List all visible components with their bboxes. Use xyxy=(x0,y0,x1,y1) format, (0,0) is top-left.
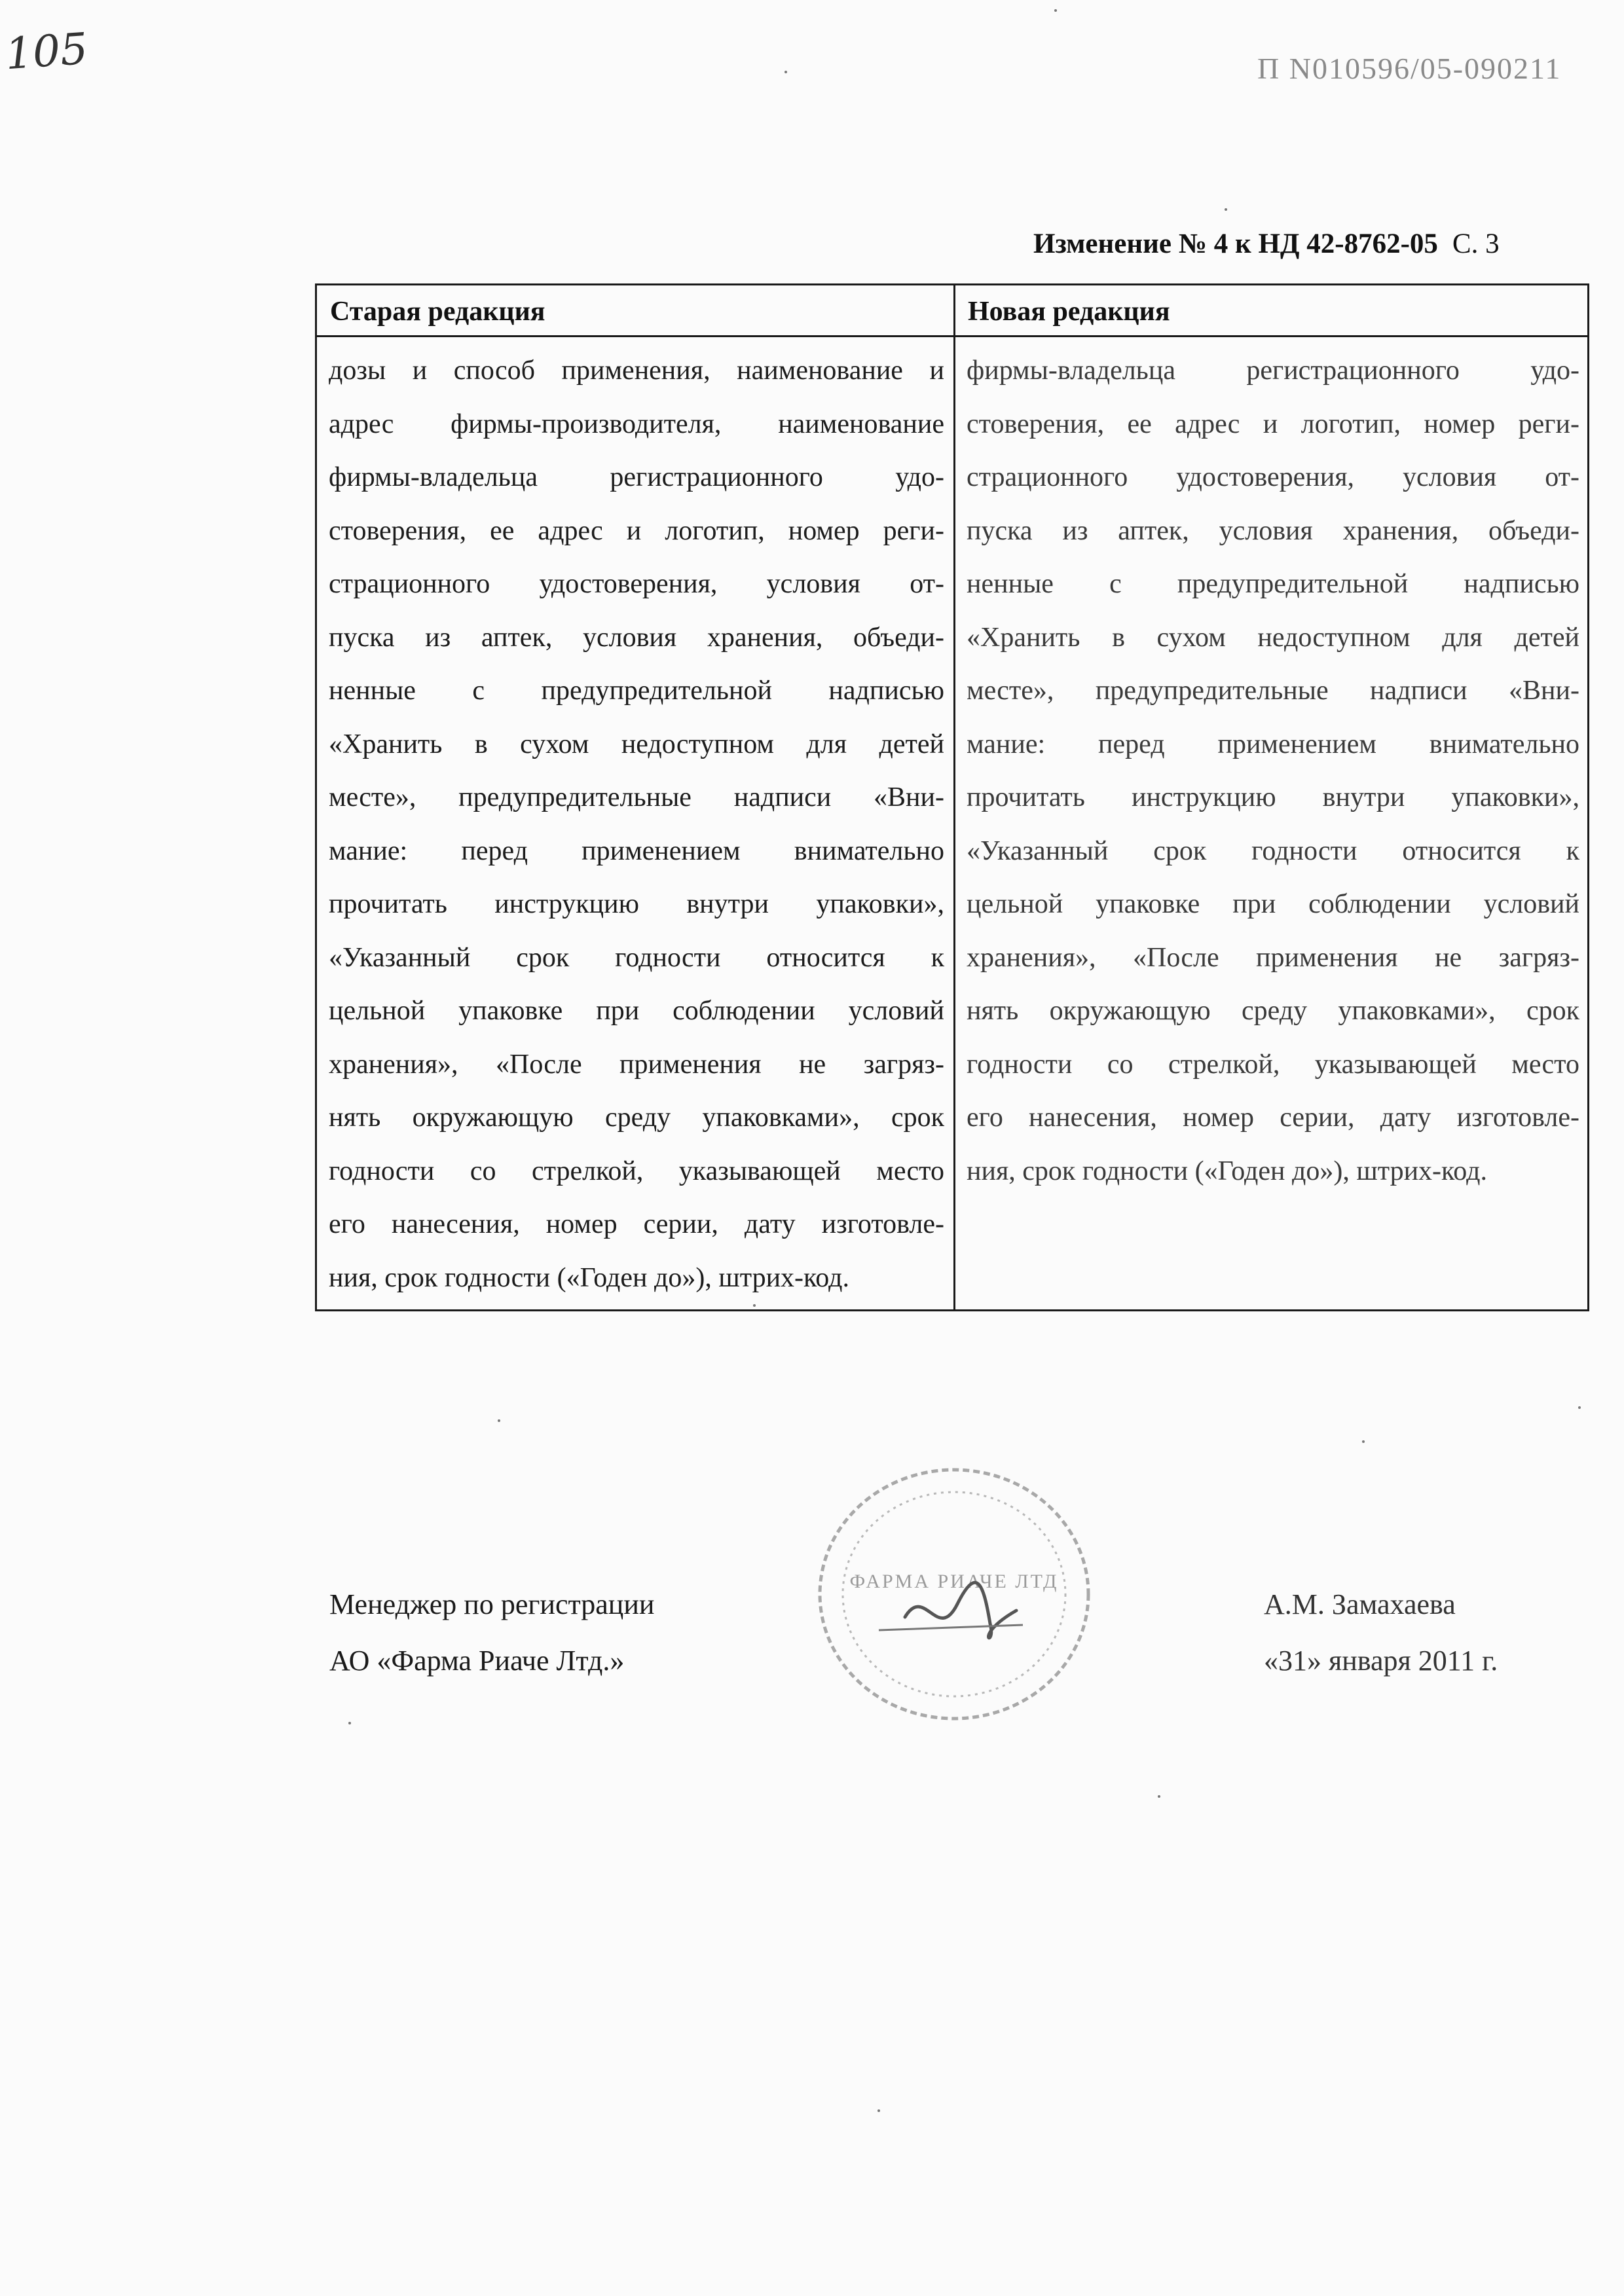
text-line: «Указанный срок годности относится к xyxy=(329,942,944,973)
signature-date: «31» января 2011 г. xyxy=(1264,1645,1498,1677)
text-line: годности со стрелкой, указывающей место xyxy=(967,1049,1579,1080)
signatory-name: А.М. Замахаева xyxy=(1264,1588,1456,1620)
scan-speck xyxy=(784,71,787,73)
handwritten-page-note: 105 xyxy=(3,23,90,80)
text-line: «Хранить в сухом недоступном для детей xyxy=(967,622,1579,653)
new-edition-header: Новая редакция xyxy=(968,297,1170,327)
scan-speck xyxy=(1158,1795,1160,1798)
company-stamp xyxy=(807,1453,1101,1735)
text-line: хранения», «После применения не загряз- xyxy=(329,1049,944,1080)
signatory-company: АО «Фарма Риаче Лтд.» xyxy=(329,1645,625,1677)
text-line: годности со стрелкой, указывающей место xyxy=(329,1156,944,1186)
text-line: адрес фирмы-производителя, наименование xyxy=(329,409,944,439)
text-line: месте», предупредительные надписи «Вни- xyxy=(967,676,1579,706)
signatory-details xyxy=(1264,1576,1498,1689)
text-line: стоверения, ее адрес и логотип, номер реги- xyxy=(329,515,944,546)
scan-speck xyxy=(348,1722,351,1724)
text-line: ния, срок годности («Годен до»), штрих-код. xyxy=(329,1262,849,1293)
text-line: нять окружающую среду упаковками», срок xyxy=(967,996,1579,1026)
scan-speck xyxy=(877,2109,880,2112)
new-edition-text xyxy=(967,344,1579,1198)
old-edition-header: Старая редакция xyxy=(330,297,545,327)
text-line: нять окружающую среду упаковками», срок xyxy=(329,1102,944,1133)
scan-speck xyxy=(1225,208,1227,211)
header-row-divider xyxy=(317,335,1587,337)
change-title: Изменение № 4 к НД 42-8762-05 xyxy=(1033,228,1438,259)
comparison-table xyxy=(315,283,1589,1311)
signature-stroke xyxy=(879,1625,1023,1630)
change-header xyxy=(1033,228,1500,260)
scan-speck xyxy=(498,1419,500,1422)
text-line: его нанесения, номер серии, дату изготовле- xyxy=(967,1102,1579,1133)
text-line: пуска из аптек, условия хранения, объеди- xyxy=(967,515,1579,546)
text-line: страционного удостоверения, условия от- xyxy=(329,569,944,599)
text-line: мание: перед применением внимательно xyxy=(329,835,944,866)
scan-speck xyxy=(753,1304,756,1307)
text-line: его нанесения, номер серии, дату изготовле- xyxy=(329,1209,944,1239)
text-line: мание: перед применением внимательно xyxy=(967,729,1579,759)
scan-speck xyxy=(1578,1406,1581,1409)
text-line: ния, срок годности («Годен до»), штрих-код. xyxy=(967,1156,1487,1186)
text-line: прочитать инструкцию внутри упаковки», xyxy=(329,889,944,919)
scan-speck xyxy=(1054,9,1057,12)
page-number: С. 3 xyxy=(1452,228,1500,259)
old-edition-text xyxy=(329,344,944,1305)
stamp-text: ФАРМА РИАЧЕ ЛТД xyxy=(849,1571,1059,1592)
text-line: «Указанный срок годности относится к xyxy=(967,835,1579,866)
text-line: цельной упаковке при соблюдении условий xyxy=(329,996,944,1026)
column-divider xyxy=(953,285,955,1309)
text-line: ненные с предупредительной надписью xyxy=(967,569,1579,599)
signatory-block xyxy=(329,1576,654,1689)
signatory-position: Менеджер по регистрации xyxy=(329,1588,655,1620)
text-line: ненные с предупредительной надписью xyxy=(329,676,944,706)
registration-number: П N010596/05-090211 xyxy=(1257,52,1562,85)
text-line: фирмы-владельца регистрационного удо- xyxy=(967,355,1579,386)
text-line: прочитать инструкцию внутри упаковки», xyxy=(967,782,1579,812)
text-line: цельной упаковке при соблюдении условий xyxy=(967,889,1579,919)
text-line: хранения», «После применения не загряз- xyxy=(967,942,1579,973)
text-line: фирмы-владельца регистрационного удо- xyxy=(329,462,944,492)
text-line: месте», предупредительные надписи «Вни- xyxy=(329,782,944,812)
text-line: «Хранить в сухом недоступном для детей xyxy=(329,729,944,759)
scan-speck xyxy=(1362,1440,1365,1443)
text-line: пуска из аптек, условия хранения, объеди- xyxy=(329,622,944,653)
text-line: стоверения, ее адрес и логотип, номер реги- xyxy=(967,409,1579,439)
text-line: дозы и способ применения, наименование и xyxy=(329,355,944,386)
text-line: страционного удостоверения, условия от- xyxy=(967,462,1579,492)
